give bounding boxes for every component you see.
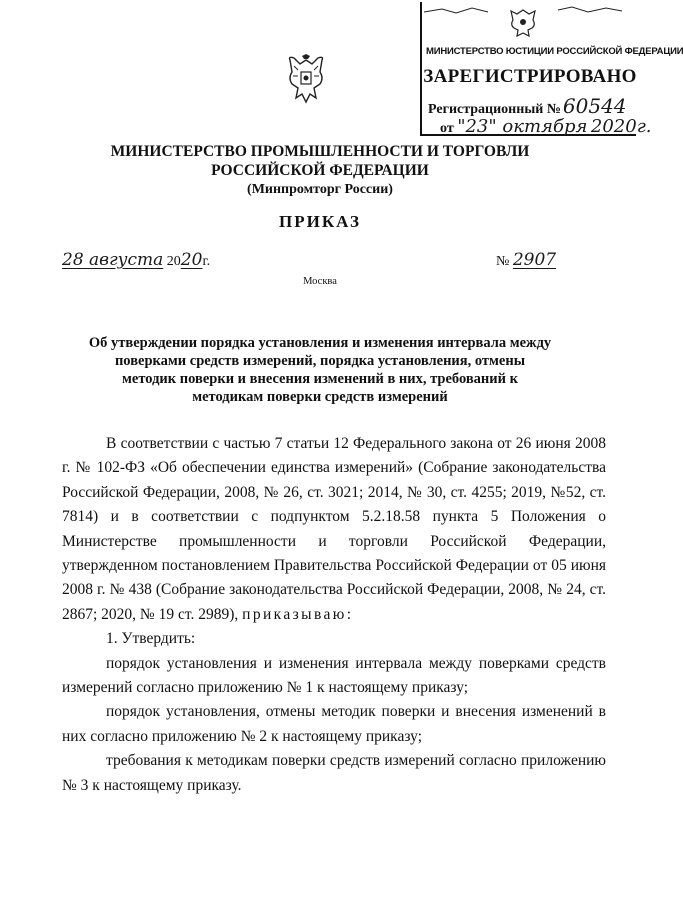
order-date-day-month: 28 августа (62, 250, 164, 270)
stamp-registration-date (440, 116, 652, 137)
order-date-year-suffix: г. (202, 254, 211, 269)
ministry-short-name: (Минпромторг России) (247, 182, 393, 197)
stamp-registered-label: ЗАРЕГИСТРИРОВАНО (423, 66, 637, 87)
ministry-name-line1: МИНИСТЕРСТВО ПРОМЫШЛЕННОСТИ И ТОРГОВЛИ (110, 143, 530, 160)
item-1: 1. Утвердить: (106, 630, 196, 648)
order-subject: Об утверждении порядка установления и изменения интервала между поверками средств измерений, порядка установления, отмены методик поверки и внесения изменений в них, требований к методикам поверки средств измерений (88, 335, 552, 405)
intro-paragraph (62, 432, 606, 627)
stamp-date-handwritten: "23" октября (457, 116, 588, 137)
stamp-registration-number (428, 94, 627, 118)
ministry-name-line2: РОССИЙСКОЙ ФЕДЕРАЦИИ (211, 162, 429, 179)
stamp-ministry-name: МИНИСТЕРСТВО ЮСТИЦИИ РОССИЙСКОЙ ФЕДЕРАЦИИ (426, 46, 683, 57)
order-number-value: 2907 (512, 250, 557, 270)
order-number-label: № (496, 254, 510, 269)
stamp-emblem-icon (508, 6, 538, 38)
order-word: приказываю: (242, 605, 354, 623)
order-date-year: 20 (180, 250, 203, 270)
order-body (62, 432, 606, 798)
approve-item-2: порядок установления, отмены методик поверки и внесения изменений в них согласно приложению № 2 к настоящему приказу; (62, 703, 606, 745)
stamp-reg-number: 60544 (562, 94, 627, 118)
stamp-date-year: 2020г. (590, 116, 652, 137)
order-number (496, 250, 556, 270)
order-city: Москва (303, 276, 337, 287)
order-title: ПРИКАЗ (279, 212, 361, 231)
intro-text: В соответствии с частью 7 статьи 12 Федерального закона от 26 июня 2008 г. № 102-ФЗ «Об обеспечении единства измерений» (Собрание законодательства Российской Федерации, 2008, № 26, ст. 3021; 2014, № 30, ст. 4255; 2019, №52, ст. 7814) и в соответствии с подпунктом 5.2.18.58 пункта 5 Положения о Министерстве промышленности и торговли Российской Федерации, утвержденном постановлением Правительства Российской Федерации от 05 июня 2008 г. № 438 (Собрание законодательства Российской Федерации, 2008, № 24, ст. 2867; 2020, № 19 ст. 2989), (62, 435, 606, 623)
approve-item-1: порядок установления и изменения интервала между поверками средств измерений согласно приложению № 1 к настоящему приказу; (62, 654, 606, 697)
order-date (62, 250, 210, 270)
order-date-year-prefix: 20 (166, 254, 181, 269)
stamp-reg-label: Регистрационный № (428, 102, 561, 117)
state-emblem-icon (286, 54, 326, 106)
approve-item-3: требования к методикам поверки средств измерений согласно приложению № 3 к настоящему приказу. (62, 752, 606, 794)
registration-stamp (420, 2, 683, 137)
stamp-date-prefix: от (440, 121, 454, 136)
